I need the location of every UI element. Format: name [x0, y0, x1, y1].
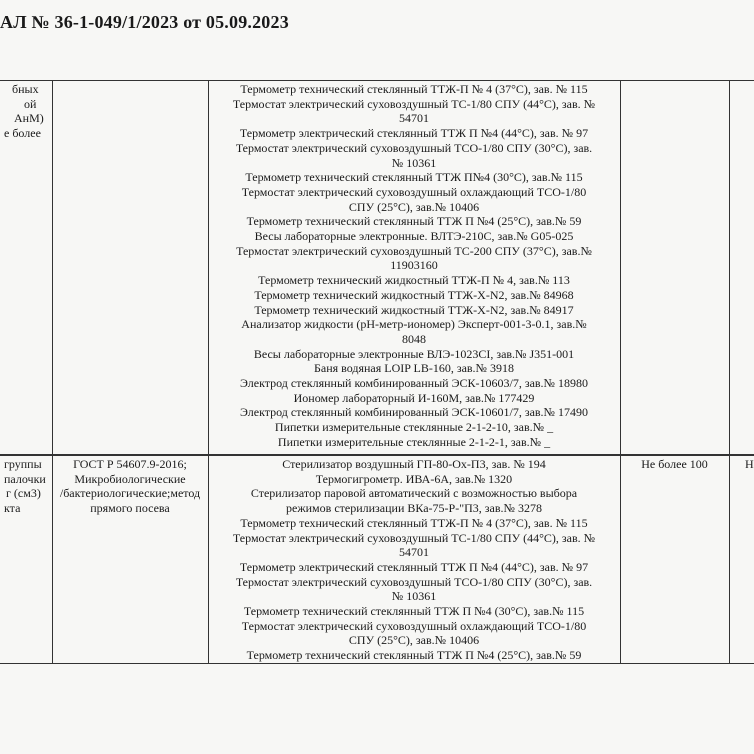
- equipment-line: Стерилизатор воздушный ГП-80-Ох-П3, зав. № 194: [282, 457, 546, 471]
- equipment-line: Термометр технический жидкостный ТТЖ-Х-N2, зав.№ 84917: [254, 302, 574, 317]
- equipment-line: режимов стерилизации ВКа-75-Р-"П3, зав.№ 3278: [286, 501, 542, 516]
- equipment-line: Стерилизатор паровой автоматический с возможностью выбора: [250, 486, 578, 501]
- equipment-line: 54701: [399, 111, 429, 126]
- equipment-line: Термометр технический стеклянный ТТЖ-П № 4 (37°С), зав. № 115: [240, 515, 588, 530]
- equipment-line: Термометр электрический стеклянный ТТЖ П №4 (44°С), зав. № 97: [239, 126, 589, 141]
- column-divider-3: [620, 80, 621, 664]
- equipment-line: Иономер лабораторный И-160М, зав.№ 177429: [293, 390, 535, 405]
- row-divider: [0, 454, 754, 456]
- cell-line: группы: [4, 457, 42, 471]
- equipment-line: Термостат электрический суховоздушный ТСО-1/80 СПУ (30°С), зав.: [235, 574, 593, 589]
- equipment-line: № 10361: [391, 155, 437, 170]
- table-bottom-border: [0, 663, 754, 664]
- equipment-line: Термостат электрический суховоздушный ТС-1/80 СПУ (44°С), зав. №: [232, 96, 596, 111]
- equipment-line: Термометр технический стеклянный ТТЖ П №4 (25°С), зав.№ 59: [246, 214, 582, 229]
- row2-range-cell: Не более 100: [641, 457, 708, 471]
- method-line: Микробиологические: [74, 471, 186, 486]
- equipment-line: Пипетки измерительные стеклянные 2-1-2-1, зав.№ _: [277, 434, 551, 449]
- equipment-line: Весы лабораторные электронные ВЛЭ-1023CI, зав.№ J351-001: [253, 346, 575, 361]
- equipment-line: Электрод стеклянный комбинированный ЭСК-10603/7, зав.№ 18980: [239, 376, 589, 391]
- column-divider-4: [729, 80, 730, 664]
- equipment-line: Термометр технический жидкостный ТТЖ-П № 4, зав.№ 113: [258, 273, 570, 288]
- cell-line: АнМ): [14, 111, 44, 126]
- equipment-line: 8048: [402, 331, 426, 346]
- equipment-line: Электрод стеклянный комбинированный ЭСК-10601/7, зав.№ 17490: [239, 405, 589, 420]
- equipment-line: Термометр электрический стеклянный ТТЖ П №4 (44°С), зав. № 97: [239, 559, 589, 574]
- table-top-border: [0, 80, 754, 81]
- equipment-line: Термостат электрический суховоздушный ТС-200 СПУ (37°С), зав.№: [236, 243, 592, 258]
- document-title: АЛ № 36-1-049/1/2023 от 05.09.2023: [0, 12, 289, 32]
- equipment-line: Термометр технический стеклянный ТТЖ П №4 (25°С), зав.№ 59: [246, 648, 582, 663]
- equipment-line: Термостат электрический суховоздушный ТС-1/80 СПУ (44°С), зав. №: [232, 530, 596, 545]
- method-line: ГОСТ Р 54607.9-2016;: [73, 457, 187, 471]
- equipment-line: СПУ (25°С), зав.№ 10406: [348, 199, 480, 214]
- row2-method-cell: [52, 457, 208, 516]
- method-line: прямого посева: [90, 501, 170, 516]
- equipment-line: Термометр технический стеклянный ТТЖ-П № 4 (37°С), зав. № 115: [240, 82, 588, 96]
- row1-equipment-cell: [208, 82, 620, 450]
- row2-last-cell: Н: [745, 457, 754, 471]
- equipment-line: СПУ (25°С), зав.№ 10406: [348, 633, 480, 648]
- equipment-line: Термометр технический стеклянный ТТЖ П №4 (30°С), зав.№ 115: [243, 604, 585, 619]
- cell-line: ой: [24, 96, 37, 111]
- equipment-line: Термометр технический жидкостный ТТЖ-Х-N2, зав.№ 84968: [254, 287, 574, 302]
- cell-line: палочки: [4, 471, 46, 486]
- method-line: /бактериологические;метод: [59, 486, 201, 501]
- equipment-line: Термометр технический стеклянный ТТЖ П№4 (30°С), зав.№ 115: [245, 170, 583, 185]
- row2-equipment-cell: [208, 457, 620, 663]
- row2-analyte-cell: [2, 457, 50, 516]
- equipment-line: Термостат электрический суховоздушный охлаждающий ТСО-1/80: [241, 184, 587, 199]
- equipment-line: Анализатор жидкости (рН-метр-иономер) Эксперт-001-3-0.1, зав.№: [241, 317, 587, 332]
- cell-line: бных: [12, 82, 39, 96]
- equipment-line: Термостат электрический суховоздушный ТСО-1/80 СПУ (30°С), зав.: [235, 140, 593, 155]
- equipment-line: Пипетки измерительные стеклянные 2-1-2-10, зав.№ _: [274, 420, 554, 435]
- equipment-line: Термогигрометр. ИВА-6А, зав.№ 1320: [315, 471, 513, 486]
- row1-analyte-cell: [2, 82, 50, 141]
- equipment-line: 11903160: [390, 258, 438, 273]
- equipment-line: № 10361: [391, 589, 437, 604]
- cell-line: кта: [4, 501, 21, 516]
- equipment-line: Весы лабораторные электронные. ВЛТЭ-210С, зав.№ G05-025: [254, 229, 574, 244]
- cell-line: г (см3): [6, 486, 41, 501]
- equipment-line: Баня водяная LOIP LB-160, зав.№ 3918: [313, 361, 515, 376]
- equipment-line: Термостат электрический суховоздушный охлаждающий ТСО-1/80: [241, 618, 587, 633]
- equipment-line: 54701: [399, 545, 429, 560]
- column-divider-1: [52, 80, 53, 664]
- cell-line: е более: [4, 126, 41, 141]
